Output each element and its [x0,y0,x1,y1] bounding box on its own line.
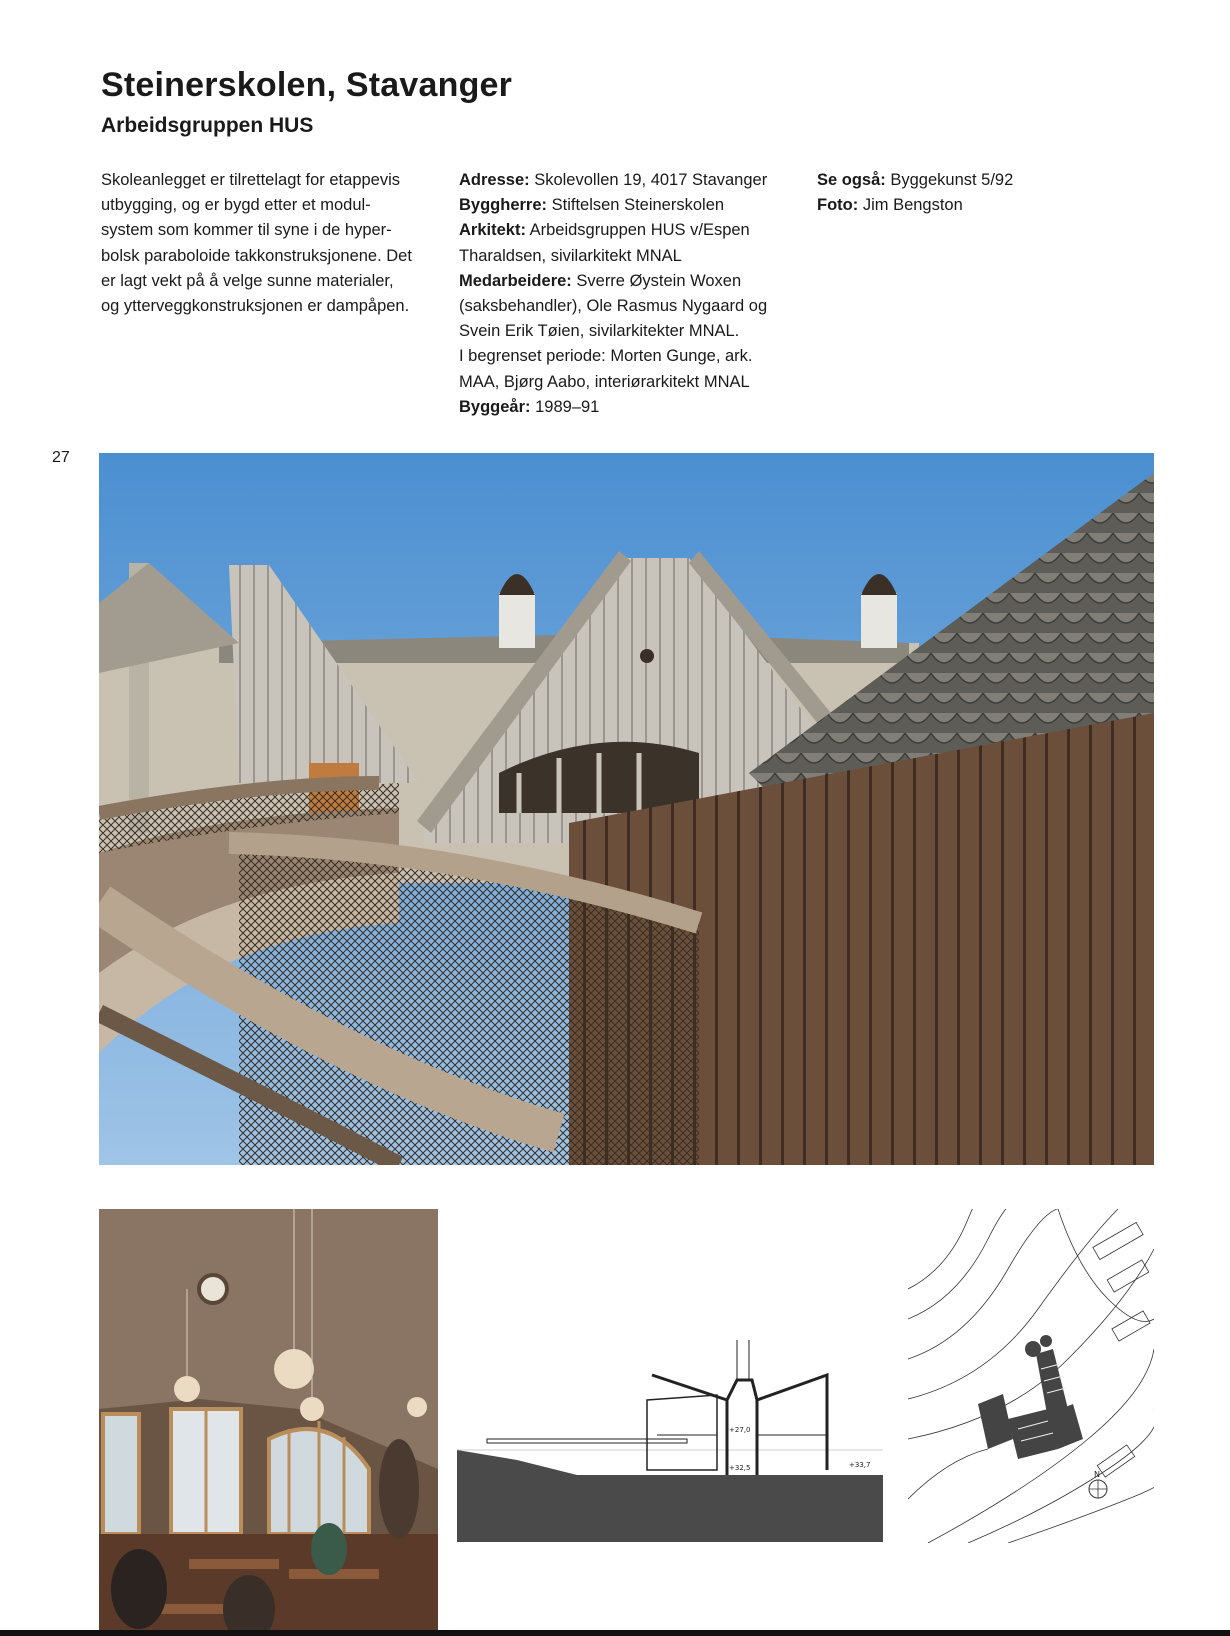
address-row [459,168,799,193]
photo-credit-label: Foto: [817,196,859,215]
level-label: +32,5 [729,1464,751,1472]
description-line: utbygging, og er bygd etter et modul- [101,196,371,215]
page-title: Steinerskolen, Stavanger [101,66,513,104]
client-value: Stiftelsen Steinerskolen [547,196,725,215]
collaborators-line: MAA, Bjørg Aabo, interiørarkitekt MNAL [459,372,750,391]
description-line: og ytterveggkonstruksjonen er dampåpen. [101,297,410,316]
architect-subtitle: Arbeidsgruppen HUS [101,114,314,137]
architect-continuation: Tharaldsen, sivilarkitekt MNAL [459,246,682,265]
see-also-row [817,168,1117,193]
architect-row [459,218,799,243]
level-label: +33,7 [849,1461,871,1469]
year-row [459,395,799,420]
facts-column [459,168,799,420]
page-number: 27 [52,449,70,466]
description-line: er lagt vekt på å velge sunne materialer, [101,271,394,290]
exterior-photo [99,453,1154,1165]
photo-credit-value: Jim Bengston [858,196,963,215]
north-label: N [1094,1470,1100,1479]
collaborators-line: I begrenset periode: Morten Gunge, ark. [459,347,753,366]
description-column [101,168,441,319]
collaborators-row [459,269,799,294]
client-row [459,193,799,218]
address-value: Skolevollen 19, 4017 Stavanger [529,171,768,189]
collaborators-line: (saksbehandler), Ole Rasmus Nygaard og [459,297,768,316]
references-column [817,168,1117,218]
section-drawing [457,1340,883,1542]
client-label: Byggherre: [459,196,548,215]
interior-photo-illustration [99,1209,438,1636]
level-label: +27,0 [729,1426,751,1434]
description-line: bolsk paraboloide takkonstruksjonene. Det [101,246,412,265]
collaborators-value: Sverre Øystein Woxen [571,271,742,290]
address-label: Adresse: [459,171,530,189]
see-also-value: Byggekunst 5/92 [885,171,1014,189]
see-also-label: Se også: [817,171,886,189]
section-drawing-illustration [457,1340,883,1542]
interior-photo [99,1209,438,1636]
year-value: 1989–91 [530,397,600,416]
year-label: Byggeår: [459,397,531,416]
collaborators-line: Svein Erik Tøien, sivilarkitekter MNAL. [459,322,740,341]
site-plan-illustration [908,1209,1154,1543]
bottom-rule [0,1630,1230,1636]
description-line: system som kommer til syne i de hyper- [101,221,392,240]
collaborators-label: Medarbeidere: [459,271,572,290]
architect-value: Arbeidsgruppen HUS v/Espen [525,221,750,240]
photo-credit-row [817,193,1117,218]
architect-label: Arkitekt: [459,221,526,240]
description-line: Skoleanlegget er tilrettelagt for etappevis [101,171,401,189]
exterior-photo-illustration [99,453,1154,1165]
site-plan [908,1209,1154,1543]
